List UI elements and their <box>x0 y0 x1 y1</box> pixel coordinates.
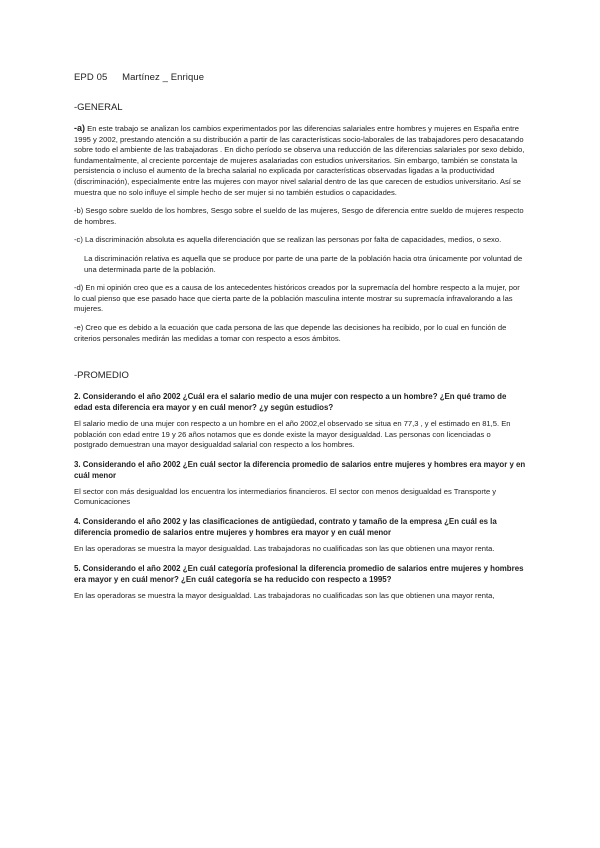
doc-code: EPD 05 <box>74 72 108 83</box>
answer-3: El sector con más desigualdad los encuentra los intermediarios financieros. El sector con menos desigualdad es Transporte y Comunicaciones <box>74 486 497 507</box>
document-header <box>74 72 526 83</box>
answer-2: El salario medio de una mujer con respecto a un hombre en el año 2002,el observado se situa en 77,3 , y el estimado en 81,5. En población con edad entre 19 y 26 años notamos que es donde existe la mayor desigualdad. Las personas con licenciadas o postgrado demuestran una mayor desigualdad salarial con respecto a los hombres. <box>74 419 511 450</box>
paragraph-a-text: En este trabajo se analizan los cambios experimentados por las diferencias salariales entre hombres y mujeres en España entre 1995 y 2002, prestando atención a su distribución a partir de las características socio-laborales de las trabajadores pero desacatando sobre todo el ambiente de las trabajadoras . En dicho período se observa una reducción de las diferencias salariales por sexo debido, fundamentalmente, al creciente porcentaje de mujeres asalariadas con estudios universitarios. Sin embargo, también se constata la persistencia o incluso el aumento de la brecha salarial no explicada por características observadas ligadas a la productividad (discriminación), especialmente entre las mujeres con mayor nivel salarial dentro de las que carecen de estudios universitario. Así se muestra que no solo influye el simple hecho de ser mujer si no también estudios o capacidades. <box>74 124 525 197</box>
paragraph-c2: La discriminación relativa es aquella que se produce por parte de una parte de la población hacia otra únicamente por voluntad de una determinada parte de la población. <box>84 253 523 274</box>
question-2: 2. Considerando el año 2002 ¿Cuál era el salario medio de una mujer con respecto a un hombre? ¿En qué tramo de edad esta diferencia era mayor y en cuál menor? ¿y según estudios? <box>74 392 507 413</box>
answer-4: En las operadoras se muestra la mayor desigualdad. Las trabajadoras no cualificadas son las que obtienen una mayor renta. <box>74 544 495 554</box>
promedio-heading: -PROMEDIO <box>74 370 129 382</box>
paragraph-a <box>74 123 526 198</box>
author-name: Martínez _ Enrique <box>122 72 205 83</box>
paragraph-e: -e) Creo que es debido a la ecuación que cada persona de las que depende las decisiones ha recibido, por lo cual en función de criterios personales medirán las medidas a tomar con respecto a esos ámbitos. <box>74 322 507 343</box>
question-3: 3. Considerando el año 2002 ¿En cuál sector la diferencia promedio de salarios entre mujeres y hombres era mayor y en cuál menor <box>74 459 526 480</box>
general-heading: -GENERAL <box>74 102 123 113</box>
paragraph-b: -b) Sesgo sobre sueldo de los hombres, Sesgo sobre el sueldo de las mujeres, Sesgo de diferencia entre sueldo de mujeres respecto de hombres. <box>74 206 524 226</box>
answer-5: En las operadoras se muestra la mayor desigualdad. Las trabajadoras no cualificadas son las que obtienen una mayor renta, <box>74 590 495 600</box>
paragraph-c: -c) La discriminación absoluta es aquella diferenciación que se realizan las personas por falta de capacidades, medios, o sexo. <box>74 235 502 245</box>
question-5: 5. Considerando el año 2002 ¿En cuál categoría profesional la diferencia promedio de salarios entre mujeres y hombres era mayor y en cuál menor? ¿En cuál categoría se ha reducido con respecto a 1995? <box>74 563 524 584</box>
paragraph-d: -d) En mi opinión creo que es a causa de los antecedentes históricos creados por la supremacía del hombre respecto a la mujer, por lo cual pienso que ese pasado hace que cierta parte de la población masculina intente mostrar su supremacía infravalorando a las mujeres. <box>74 283 520 314</box>
paragraph-a-label: -a) <box>74 123 85 133</box>
document-page <box>74 72 526 609</box>
question-4: 4. Considerando el año 2002 y las clasificaciones de antigüedad, contrato y tamaño de la empresa ¿En cuál es la diferencia promedio de salarios entre mujeres y hombres era mayor y en cuál menor <box>74 517 497 538</box>
